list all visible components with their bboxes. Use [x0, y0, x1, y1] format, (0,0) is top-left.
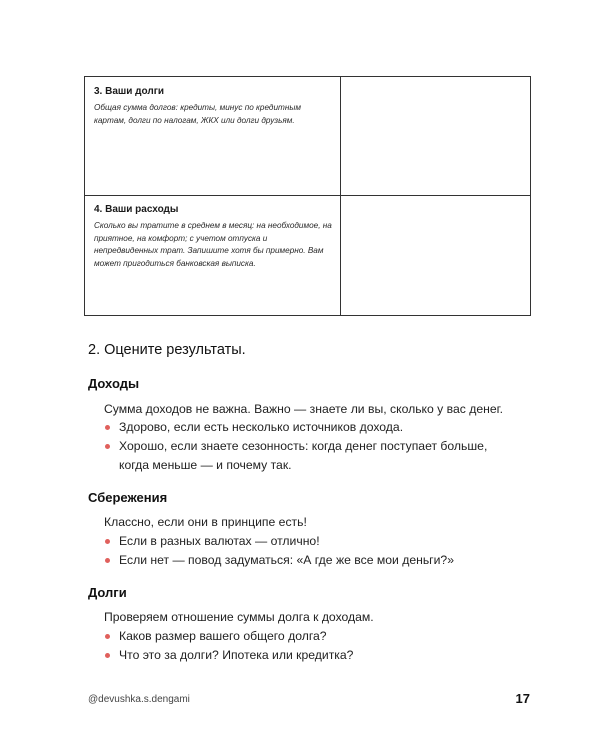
list-item-continuation: когда меньше — и почему так.: [119, 458, 292, 472]
bullet-dot-icon: [105, 653, 110, 658]
bullet-dot-icon: [105, 444, 110, 449]
list-item: Если нет — повод задуматься: «А где же все мои деньги?»: [104, 551, 454, 570]
table-cell-label: [85, 77, 341, 195]
list-item: Хорошо, если знаете сезонность: когда денег поступает больше,: [104, 437, 487, 456]
table-cell-title: 3. Ваши долги: [94, 86, 165, 97]
section-heading: 2. Оцените результаты.: [88, 342, 246, 358]
bullet-dot-icon: [105, 425, 110, 430]
table-cell-label: [85, 195, 341, 316]
savings-intro: Классно, если они в принципе есть!: [104, 515, 307, 529]
income-bullet-list: [104, 418, 487, 475]
income-heading: Доходы: [88, 376, 140, 391]
bullet-dot-icon: [105, 558, 110, 563]
table-row-debts: [85, 77, 530, 196]
bullet-dot-icon: [105, 634, 110, 639]
table-row-expenses: [85, 195, 530, 316]
table-cell-answer-blank: [341, 195, 530, 316]
debts-intro: Проверяем отношение суммы долга к доходам.: [104, 610, 374, 624]
debts-heading: Долги: [88, 585, 127, 600]
savings-heading: Сбережения: [88, 490, 168, 505]
table-cell-answer-blank: [341, 77, 530, 195]
list-item: Здорово, если есть несколько источников дохода.: [104, 418, 487, 437]
list-item: Если в разных валютах — отлично!: [104, 532, 454, 551]
debts-bullet-list: [104, 627, 353, 665]
table-cell-title: 4. Ваши расходы: [94, 204, 179, 215]
income-intro: Сумма доходов не важна. Важно — знаете ли вы, сколько у вас денег.: [104, 402, 503, 416]
list-item: Что это за долги? Ипотека или кредитка?: [104, 646, 353, 665]
savings-bullet-list: [104, 532, 454, 570]
worksheet-table: [84, 76, 531, 316]
list-item: Каков размер вашего общего долга?: [104, 627, 353, 646]
table-cell-description: Сколько вы тратите в среднем в месяц: на необходимое, на приятное, на комфорт; с учетом отпуска и непредвиденных трат. Запишите хотя бы примерно. Вам может пригодиться банковская выписка.: [94, 221, 332, 268]
page-number: 17: [515, 691, 530, 706]
footer-handle: @devushka.s.dengami: [88, 694, 190, 705]
bullet-dot-icon: [105, 539, 110, 544]
table-cell-description: Общая сумма долгов: кредиты, минус по кредитным картам, долги по налогам, ЖКХ или долги друзьям.: [94, 103, 301, 125]
